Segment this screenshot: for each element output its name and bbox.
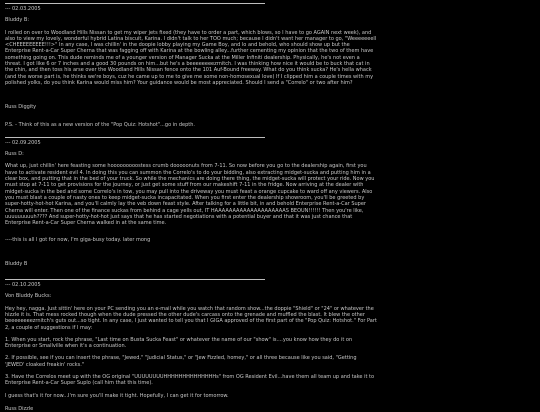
email-thread xyxy=(5,0,377,412)
suggestion-list xyxy=(5,337,377,387)
salutation: Russ D: xyxy=(5,151,24,158)
divider xyxy=(5,137,265,138)
postscript: P.S. - Think of this as a new version of the "Pop Quiz: Hotshot"...go in depth. xyxy=(5,121,196,128)
message-body: I rolled on over to Woodland Hills Nissan to get my wiper jets fixed (they have to order a part, which blows, so I have to go AGAIN next week), and also to view my lovely, wonderful hybrid Latina biscuit, Karina. I didn't talk to her TOO much; because I didn't want her manager to go, "Weeeeeeell <CHEEEEEEEEE!!!>" In any case, I was chillin' in the doopie lobby playing my Game Boy, and lo and behold, who should show up but the Enterprise Rent-a-Car Super Cherna that was fagging off with Karina at the bowling alley...further cementing my opinion that the two of them have something going on. This dude reminds me of a younger version of Manager Sucka at the Miller Infiniti dealership. Physically, he's not even a threat. I got like 6 or 7 inches and a good 30 pounds on him...but he's a beeeeeeeezrnitch. I was thinking how nice it would be to buck that cat in the chin, and then toss his arse over the Woodland Hills Nissan fence onto the 101 Auf-Bound freeway. What do you think sucka? He's hella whack (and the worse part is, he thinks we're boys, cuz he came up to me to give me some non-homosexual love) If I clipped him a couple times with my polished yolks, do you think Karina would miss him? Your guidance would be most appreciated. Should I send a "Correlo" or two after him? xyxy=(5,29,377,86)
salutation: Bluddy B: xyxy=(5,17,29,24)
message-body: What up, just chillin' here feasting some hooooooooostess crumb dooooonuts from 7-11. So now before you go to the dealership again, first you have to activate resident evil 4. In doing this you can summon the Correlo's to do your bidding, also extracting midget-sucka and putting him in a clear box, and putting that in the bed of your truck. So while the mechanics are doing there thing, the midget-sucka will protect your ride. Now you must stop at 7-11 to get provisions for the journey, or just get some stuff from our makeshift 7-11 in the fridge. Now arriving at the dealer with midget-sucka in the bed and some Correlo's in tow, you may pull into the driveway you must feast a orange cupcake to ward off any viewers. Also you must blast a couple of nasty ones to keep midget-sucka incapacitated. When you first enter the dealership showroom, you'll be greeted by super-hotty-hot-hot Karina, and you'll calmly lay the veb down feast style. After talking for a little bit, in and behold Enterprise Rent-a-Car Super Cherna will enter. Then one of the finance suckas from behind a cage yells out, IT HAAAAAAAAAAAAAAAAAAAAS BEOUN!!!!!! Then you're like, uuuuuuuuuh???? And super-hotty-hot-hot just says that he has started negotiations with a potential buyer and that it was just chance that Enterprise Rent-a-Car Super Cherna walked in at the same time. xyxy=(5,163,375,227)
message-body: Hey hey, nagga. Just sittin' here on your PC sending you an e-mail while you watch that random show...the doppie "Shield" or "24" or whatever the hizzle it is. That mess rocked though when the dude pressed the other dude's carcass onto the grenade and muffled the blast. It blew the other beeeeeeeezrnitch's guts out...so tight. In any case, I just wanted to tell you that I GIGA approved of the first part of the "Pop Quiz: Hotshot." For Part 2, a couple of suggestions if I may: xyxy=(5,305,377,331)
entry-1 xyxy=(5,6,377,128)
entry-3 xyxy=(5,282,377,412)
footer-note: ----this is all I got for now, I'm giga-busy today. later mong xyxy=(5,237,151,244)
entry-date: --- 02.10.2005 xyxy=(5,282,41,289)
list-item: 3. Have the Correlos meet up with the OG original "UUUUUUUUHHHHHHHHHHHHHHs" from OG Resident Evil...have them all team up and take it to Enterprise Rent-a-Car Super Suplo (call him that this time). xyxy=(5,373,375,387)
list-item: 1. When you start, rock the phrase, "Last time on Busta Sucka Feast" or whatever the name of our "show" is....you know how they do it on Enterprise or Smallville when it's a continuation. xyxy=(5,336,353,350)
entry-date: --- 02.09.2005 xyxy=(5,139,41,146)
divider xyxy=(5,279,265,280)
signature: Russ Dizzle xyxy=(5,405,34,412)
list-item: 2. If possible, see if you can insert the phrase, "Jewed," "Judicial Status," or "Jew Fizzled, homey," or all three because like you said, "Getting 'JEWED' cloaked freakin' rocks." xyxy=(5,355,357,368)
salutation: Von Bluddy Bucks: xyxy=(5,293,52,300)
entry-date: --- 02.03.2005 xyxy=(5,6,41,12)
signature: Russ Diggity xyxy=(5,104,37,111)
divider xyxy=(5,3,265,4)
entry-2 xyxy=(5,140,377,267)
closing-line: I guess that's it for now...I'm sure you'll make it tight. Hopefully, I can get it for tomorrow. xyxy=(5,392,229,399)
signature: Bluddy B xyxy=(5,260,28,267)
